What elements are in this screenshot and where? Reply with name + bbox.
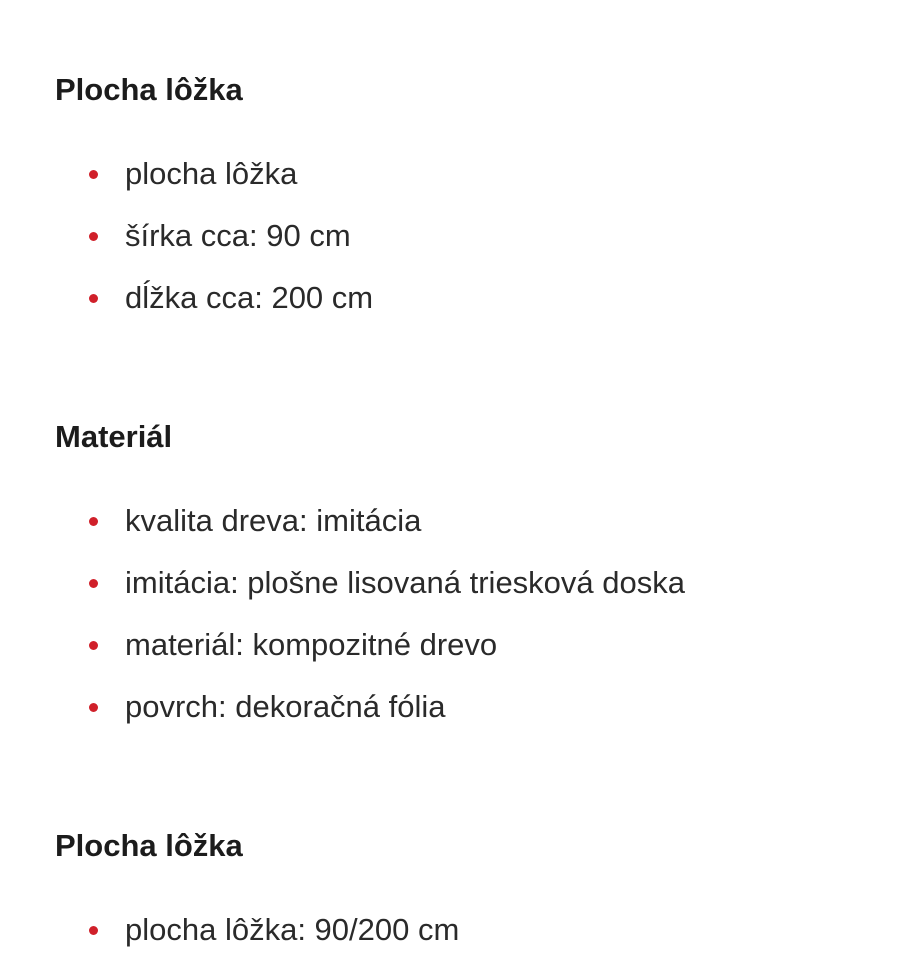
bullet-icon <box>89 579 98 588</box>
list-item <box>55 278 884 340</box>
section-title: Plocha lôžka <box>55 828 243 863</box>
list-item-text: kvalita dreva: imitácia <box>125 503 422 538</box>
list-item <box>55 154 884 216</box>
bullet-icon <box>89 703 98 712</box>
list-item <box>55 501 884 563</box>
section-material <box>55 417 884 749</box>
section-title: Materiál <box>55 419 173 454</box>
list-item-text: imitácia: plošne lisovaná triesková doska <box>125 565 685 600</box>
list-item-text: materiál: kompozitné drevo <box>125 627 498 662</box>
spec-list <box>55 910 884 972</box>
section-title: Plocha lôžka <box>55 72 243 107</box>
bullet-icon <box>89 926 98 935</box>
section-bed-surface-size <box>55 826 884 972</box>
list-item <box>55 563 884 625</box>
bullet-icon <box>89 232 98 241</box>
bullet-icon <box>89 641 98 650</box>
section-bed-surface <box>55 70 884 340</box>
list-item-text: plocha lôžka <box>125 156 298 191</box>
list-item-text: povrch: dekoračná fólia <box>125 689 446 724</box>
list-item <box>55 687 884 749</box>
spec-list <box>55 501 884 749</box>
bullet-icon <box>89 517 98 526</box>
bullet-icon <box>89 294 98 303</box>
list-item-text: šírka cca: 90 cm <box>125 218 351 253</box>
spec-list <box>55 154 884 340</box>
list-item-text: dĺžka cca: 200 cm <box>125 280 374 315</box>
list-item <box>55 910 884 972</box>
bullet-icon <box>89 170 98 179</box>
list-item-text: plocha lôžka: 90/200 cm <box>125 912 460 947</box>
list-item <box>55 625 884 687</box>
list-item <box>55 216 884 278</box>
